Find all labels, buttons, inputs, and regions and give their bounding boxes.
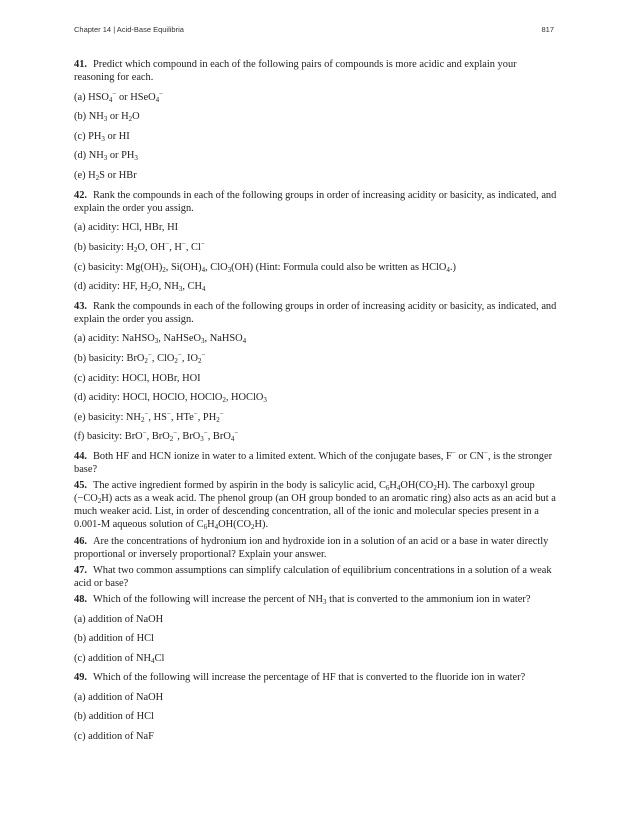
answer-option: (a) acidity: HCl, HBr, HI	[74, 222, 179, 234]
question-number: 42.	[74, 189, 87, 201]
question-number: 41.	[74, 59, 87, 70]
question-number: 47.	[74, 564, 87, 576]
answer-option: (a) acidity: NaHSO$_3$, NaHSeO$_3$, NaHSO$_4$	[74, 333, 247, 346]
question-45	[74, 479, 558, 531]
question-48	[74, 593, 558, 606]
answer-option: (d) $NH_3$ or $PH_3$	[74, 150, 138, 163]
question-text: The active ingredient formed by aspirin in the body is salicylic acid, $C_6H_4OH(CO_2H)$. The carboxyl group $(-CO_2H)$ acts as a weak acid. The phenol group (an OH group bonded to an aromatic ring) also acts as an acid but a much weaker acid. List, in order of descending concentration, all of the ionic and molecular species present in a 0.001-M aqueous solution of $C_6H_4OH(CO_2H)$.	[74, 480, 556, 532]
answer-option: (c) basicity: $Mg(OH)_2$, $Si(OH)_4$, ClO$_3$(OH) (Hint: Formula could also be written as HClO$_4$.)	[74, 261, 456, 274]
question-number: 45.	[74, 480, 87, 492]
answer-option: (e) $H_2S$ or HBr	[74, 170, 137, 183]
question-42	[74, 189, 558, 215]
question-43	[74, 300, 558, 326]
question-text: Are the concentrations of hydronium ion and hydroxide ion in a solution of an acid or a base in water directly proportional or inversely proportional? Explain your answer.	[74, 535, 549, 560]
question-number: 46.	[74, 535, 87, 547]
exercise-list	[74, 58, 558, 750]
answer-option: (b) addition of HCl	[74, 633, 154, 645]
answer-option: (f) basicity: BrO−, BrO$_2$−, BrO$_3$−, BrO$_4$−	[74, 429, 239, 444]
question-47	[74, 564, 558, 590]
answer-option: (c) addition of $NH_4Cl$	[74, 652, 165, 665]
answer-option: (a) addition of NaOH	[74, 691, 164, 703]
answer-option: (c) acidity: HOCl, HOBr, HOI	[74, 372, 201, 384]
chapter-header: Chapter 14 | Acid-Base Equilibria	[74, 25, 184, 34]
page-number: 817	[541, 25, 554, 34]
answer-option: (d) acidity: HF, $H_2O$, $NH_3$, $CH_4$	[74, 281, 206, 294]
answer-option: (d) acidity: HOCl, HOClO, HOClO$_2$, HOClO$_3$	[74, 392, 267, 405]
question-46	[74, 535, 558, 561]
answer-option: (c) addition of NaF	[74, 731, 154, 743]
question-number: 49.	[74, 672, 87, 684]
question-text: Both HF and HCN ionize in water to a limited extent. Which of the conjugate bases, F− or CN−, is the stronger base?	[74, 448, 553, 476]
question-text: Which of the following will increase the percentage of HF that is converted to the fluoride ion in water?	[93, 672, 526, 684]
answer-option: (b) basicity: $H_2O$, OH−, H−, Cl−	[74, 239, 205, 254]
question-text: What two common assumptions can simplify calculation of equilibrium concentrations in a solution of a weak acid or base?	[74, 564, 552, 589]
answer-option: (b) addition of HCl	[74, 711, 154, 723]
answer-option: (e) basicity: $NH_2^-$, HS−, HTe−, $PH_2^-$	[74, 409, 224, 424]
answer-option: (b) basicity: BrO$_2$−, ClO$_2$−, $IO_2^-$	[74, 351, 206, 365]
answer-option: (a) $HSO_4^-$ or HSeO$_4$−	[74, 89, 164, 104]
question-49	[74, 671, 558, 684]
question-text: Which of the following will increase the percent of $NH_3$ that is converted to the ammonium ion in water?	[93, 593, 531, 606]
question-text: Rank the compounds in each of the following groups in order of increasing acidity or basicity, as indicated, and explain the order you assign.	[74, 300, 557, 325]
question-41	[74, 58, 558, 84]
question-number: 48.	[74, 593, 87, 605]
answer-option: (b) $NH_3$ or $H_2O$	[74, 111, 140, 124]
answer-option: (c) $PH_3$ or HI	[74, 130, 130, 143]
question-text: Rank the compounds in each of the following groups in order of increasing acidity or basicity, as indicated, and explain the order you assign.	[74, 189, 557, 214]
answer-option: (a) addition of NaOH	[74, 613, 164, 625]
question-text: Predict which compound in each of the following pairs of compounds is more acidic and explain your reasoning for each.	[74, 59, 517, 84]
question-number: 43.	[74, 300, 87, 312]
question-number: 44.	[74, 450, 87, 462]
question-44	[74, 450, 558, 476]
